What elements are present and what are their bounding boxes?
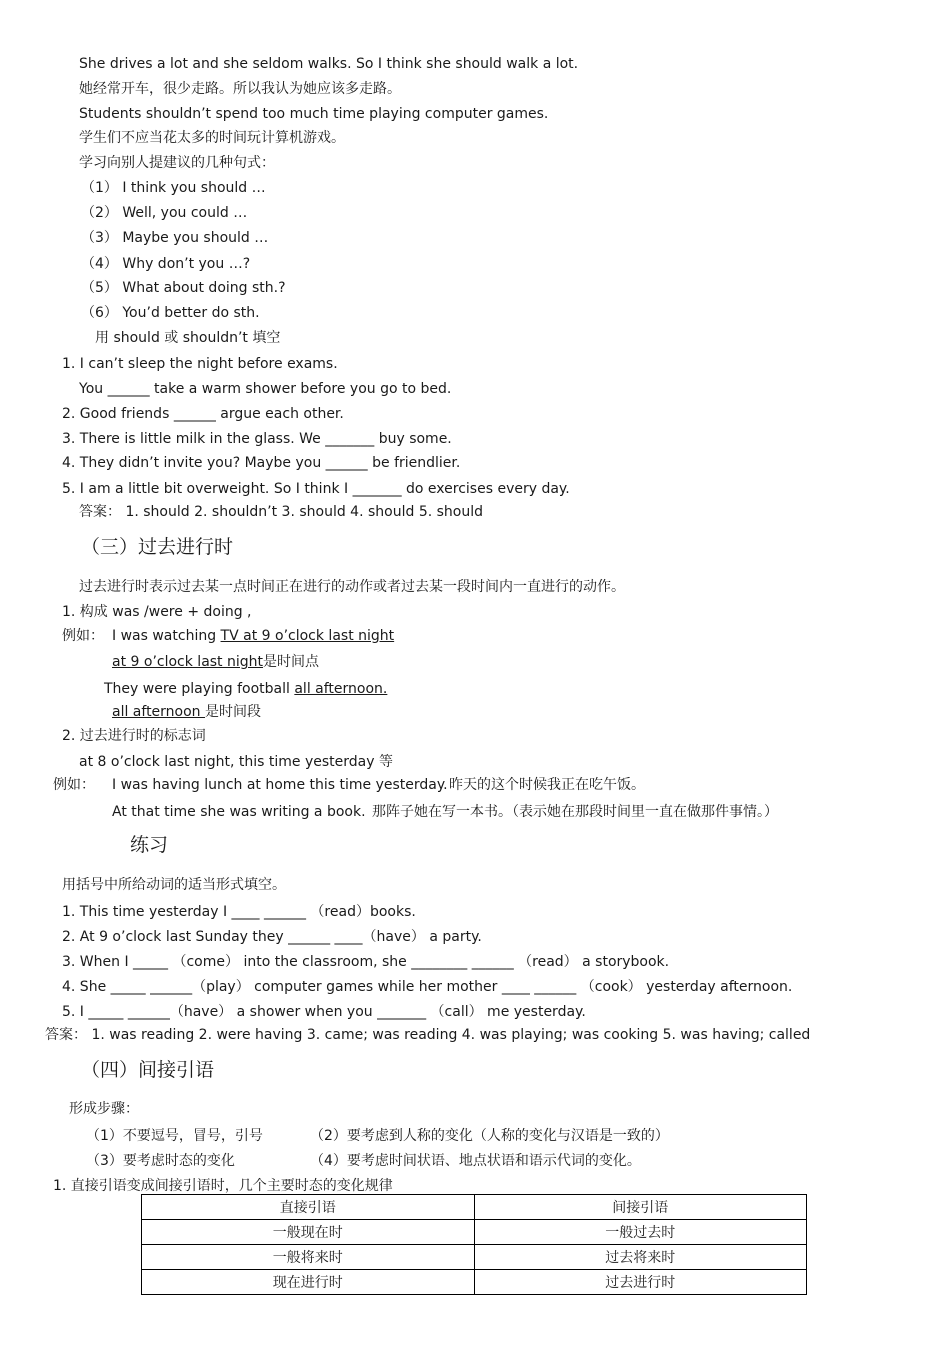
exercise-instruction: 用 should 或 shouldn’t 填空 xyxy=(95,330,281,346)
underlined-phrase: all afternoon xyxy=(112,704,206,720)
underlined-phrase: TV at 9 o’clock last night xyxy=(220,628,395,644)
exercise-instruction: 用括号中所给动词的适当形式填空。 xyxy=(62,877,286,893)
step-item: （2）要考虑到人称的变化（人称的变化与汉语是一致的） xyxy=(310,1128,669,1144)
exercise-item: 4. She _____ ______（play） computer games while her mother ____ ______ （cook） yesterday afternoon. xyxy=(62,979,793,995)
time-note xyxy=(112,653,319,671)
example-sentence-en xyxy=(112,627,394,645)
signal-words: at 8 o’clock last night, this time yesterday 等 xyxy=(79,754,393,770)
example-sentence-zh: 学生们不应当花太多的时间玩计算机游戏。 xyxy=(79,130,345,146)
table-cell: 过去将来时 xyxy=(474,1245,807,1270)
pattern-item: （2） Well, you could … xyxy=(81,205,248,221)
table-header-cell: 直接引语 xyxy=(142,1195,475,1220)
time-note xyxy=(112,703,261,721)
example-sentence-en xyxy=(104,680,387,698)
structure-line: 1. 构成 was /were + doing , xyxy=(62,604,252,620)
sentence-part: I was watching xyxy=(112,628,221,644)
subsection-title: 2. 过去进行时的标志词 xyxy=(62,728,206,744)
table-header-row xyxy=(142,1195,807,1220)
table-cell: 过去进行时 xyxy=(474,1270,807,1295)
note-text: 是时间段 xyxy=(205,704,262,720)
exercise-item: 4. They didn’t invite you? Maybe you ______ be friendlier. xyxy=(62,455,461,471)
section-intro: 学习向别人提建议的几种句式： xyxy=(79,155,275,171)
table-row xyxy=(142,1245,807,1270)
pattern-item: （4） Why don’t you …? xyxy=(81,256,251,272)
example-sentence-en: Students shouldn’t spend too much time playing computer games. xyxy=(79,106,549,122)
section-heading: （三）过去进行时 xyxy=(81,536,234,558)
step-item: （4）要考虑时间状语、地点状语和语示代词的变化。 xyxy=(310,1153,641,1169)
step-item: （3）要考虑时态的变化 xyxy=(86,1153,235,1169)
section-heading: （四）间接引语 xyxy=(81,1059,215,1081)
exercise-item: 3. When I _____ （come） into the classroom, she ________ ______ （read） a storybook. xyxy=(62,954,670,970)
step-item: （1）不要逗号，冒号，引号 xyxy=(86,1128,263,1144)
example-sentence-en: I was having lunch at home this time yesterday. xyxy=(112,777,448,793)
pattern-item: （3） Maybe you should … xyxy=(81,230,269,246)
table-row xyxy=(142,1220,807,1245)
table-cell: 现在进行时 xyxy=(142,1270,475,1295)
example-sentence-zh: 昨天的这个时候我正在吃午饭。 xyxy=(449,777,645,793)
answer-line: 答案： 1. was reading 2. were having 3. came; was reading 4. was playing; was cooking 5. was having; called xyxy=(45,1027,811,1043)
pattern-item: （5） What about doing sth.? xyxy=(81,280,286,296)
sentence-part: They were playing football xyxy=(104,681,295,697)
example-sentence-zh: 她经常开车，很少走路。所以我认为她应该多走路。 xyxy=(79,81,401,97)
pattern-item: （1） I think you should … xyxy=(81,180,266,196)
example-label: 例如： xyxy=(62,628,104,644)
pattern-item: （6） You’d better do sth. xyxy=(81,305,260,321)
answer-line: 答案： 1. should 2. shouldn’t 3. should 4. should 5. should xyxy=(79,504,484,520)
table-caption: 1. 直接引语变成间接引语时，几个主要时态的变化规律 xyxy=(53,1178,393,1194)
example-sentence-en: She drives a lot and she seldom walks. So I think she should walk a lot. xyxy=(79,56,579,72)
exercise-item: 1. This time yesterday I ____ ______ （read）books. xyxy=(62,904,416,920)
exercise-item: 1. I can’t sleep the night before exams. xyxy=(62,356,338,372)
definition-text: 过去进行时表示过去某一点时间正在进行的动作或者过去某一段时间内一直进行的动作。 xyxy=(79,579,625,595)
exercise-item: 5. I _____ ______（have） a shower when you _______ （call） me yesterday. xyxy=(62,1004,586,1020)
example-sentence-zh: 那阵子她在写一本书。（表示她在那段时间里一直在做那件事情。） xyxy=(372,804,778,820)
exercise-item: 2. At 9 o’clock last Sunday they ______ ____（have） a party. xyxy=(62,929,482,945)
exercise-item: 2. Good friends ______ argue each other. xyxy=(62,406,344,422)
underlined-phrase: at 9 o’clock last night xyxy=(112,654,264,670)
table-row xyxy=(142,1270,807,1295)
table-cell: 一般将来时 xyxy=(142,1245,475,1270)
underlined-phrase: all afternoon. xyxy=(294,681,388,697)
exercise-item: 3. There is little milk in the glass. We _______ buy some. xyxy=(62,431,452,447)
table-cell: 一般过去时 xyxy=(474,1220,807,1245)
tense-change-table xyxy=(141,1194,807,1295)
exercise-item: You ______ take a warm shower before you go to bed. xyxy=(79,381,452,397)
steps-title: 形成步骤： xyxy=(69,1101,139,1117)
table-header-cell: 间接引语 xyxy=(474,1195,807,1220)
example-label: 例如： xyxy=(53,777,95,793)
note-text: 是时间点 xyxy=(263,654,320,670)
exercise-item: 5. I am a little bit overweight. So I think I _______ do exercises every day. xyxy=(62,481,570,497)
example-sentence-en: At that time she was writing a book. xyxy=(112,804,366,820)
table-cell: 一般现在时 xyxy=(142,1220,475,1245)
practice-heading: 练习 xyxy=(130,834,169,856)
